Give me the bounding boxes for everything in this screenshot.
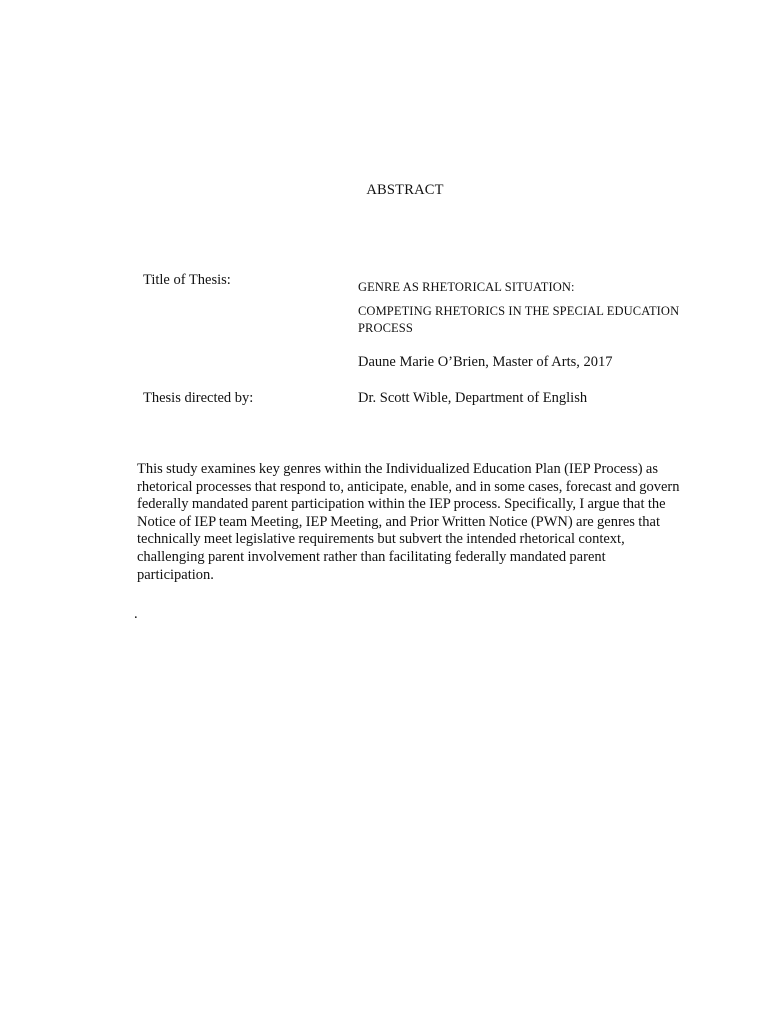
abstract-paragraph: This study examines key genres within the Individualized Education Plan (IEP Process) as rhetorical processes that respond to, anticipate, enable, and in some cases, forecast and govern federally mandated parent participation within the IEP process. Specifically, I argue that the Notice of IEP team Meeting, IEP Meeting, and Prior Written Notice (PWN) are genres that technically meet legislative requirements but subvert the intended rhetorical context, challenging parent involvement rather than facilitating federally mandated parent participation. [137, 461, 680, 583]
thesis-title-line-1: GENRE AS RHETORICAL SITUATION: [358, 280, 575, 294]
thesis-directed-by-label: Thesis directed by: [143, 390, 254, 406]
thesis-title-line-2: COMPETING RHETORICS IN THE SPECIAL EDUCATION PROCESS [358, 304, 680, 335]
trailing-period: . [134, 606, 138, 622]
thesis-director: Dr. Scott Wible, Department of English [358, 390, 588, 406]
author-degree-year: Daune Marie O’Brien, Master of Arts, 2017 [358, 354, 613, 370]
abstract-heading: ABSTRACT [366, 182, 444, 198]
title-of-thesis-label: Title of Thesis: [143, 272, 231, 288]
